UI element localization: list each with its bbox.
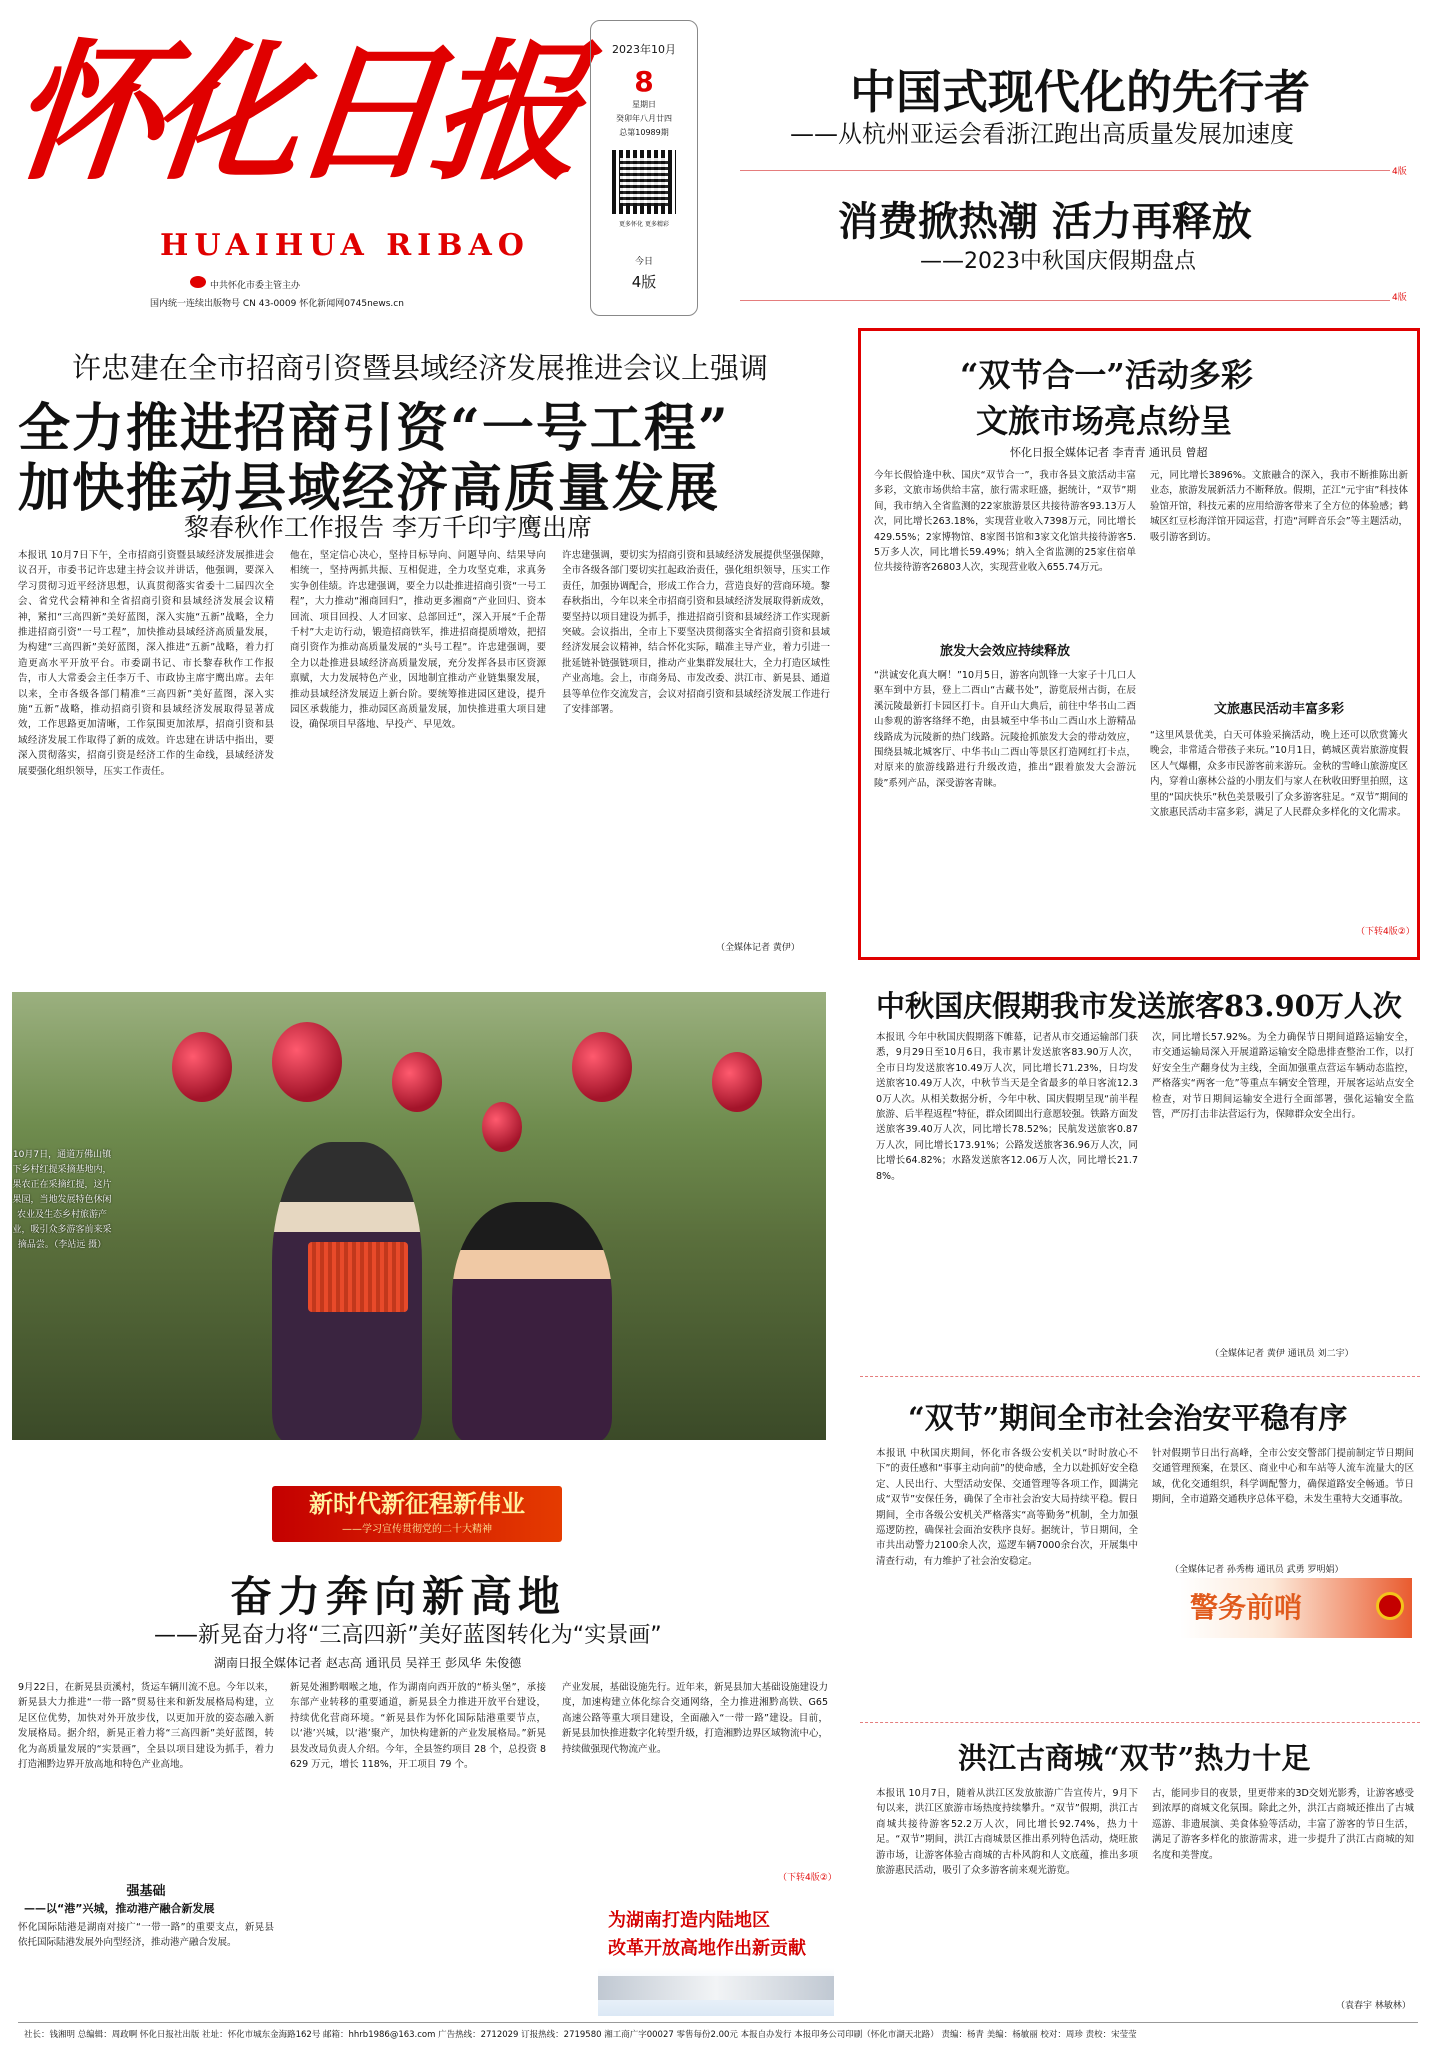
festival-section-2: 文旅惠民活动丰富多彩: [1213, 702, 1344, 717]
advert-line-1: 为湖南打造内陆地区: [608, 1910, 770, 1931]
grape-cluster: [392, 1052, 442, 1112]
top-story-1-title[interactable]: 中国式现代化的先行者: [850, 65, 1310, 119]
newspaper-pinyin: HUAIHUA RIBAO: [160, 228, 530, 263]
hongjiang-column-1: 本报讯 10月7日，随着从洪江区发放旅游广告宣传片，9月下旬以来，洪江区旅游市场热度持续攀升。“双节”假期，洪江古商城共接待游客52.2万人次，同比增长92.74%，热力十足。“双节”期间，洪江古商城景区推出系列特色活动，烧旺旅游市场，让游客体验古商城的古朴风韵和人文底蕴，推出多项旅游惠民活动，吸引了众多游客前来观光游览。: [876, 1788, 1138, 1877]
grape-cluster: [712, 1052, 762, 1112]
slogan-advert: [598, 1896, 834, 2016]
footer-divider: [18, 2022, 1418, 2023]
top-story-1-pageref[interactable]: 4版: [1392, 167, 1407, 177]
grape-cluster: [172, 1032, 232, 1102]
police-column-logo: [1180, 1578, 1412, 1638]
high-speed-train-image: [598, 1976, 834, 2000]
banner-subtitle: ——学习宣传贯彻党的二十大精神: [342, 1524, 492, 1535]
lead-title-1[interactable]: 全力推进招商引资“一号工程”: [18, 398, 730, 459]
festival-byline: 怀化日报全媒体记者 李青青 通讯员 曾超: [1010, 446, 1208, 459]
festival-column-2b: “这里风景优美，白天可体验采摘活动，晚上还可以欣赏篝火晚会，非常适合带孩子来玩。”10月1日，鹤城区黄岩旅游度假区人气爆棚，众多市民游客前来游玩。金秋的雪峰山旅游度区内，穿着山寨林公益的小朋友们与家人在秋收田野里拍照，这里的“国庆快乐”秋色美景吸引了众多游客驻足。“双节”期间的文旅惠民活动丰富多彩，满足了人民群众多样化的文化需求。: [1150, 730, 1408, 819]
date-year-month: 2023年10月: [612, 43, 676, 56]
lead-column-3: 许忠建强调，要切实为招商引资和县域经济发展提供坚强保障，全市各级各部门要切实扛起政治责任，强化组织领导，压实工作责任，加强协调配合，形成工作合力，营造良好的营商环境。黎春秋指出，今年以来全市招商引资和县域经济发展取得新成效，要坚持以项目建设为抓手，推进招商引资和县域经济工作实现新突破。会议指出，全市上下要坚决贯彻落实全省招商引资和县域经济发展会议精神，结合怀化实际，瞄准主导产业，着力引进一批延链补链强链项目，推动产业集群发展壮大，全力打造区域性产业高地。会上，市商务局、市发改委、洪江市、新晃县、通道县等单位作交流发言，会议对招商引资和县域经济发展工作进行了安排部署。: [562, 550, 830, 716]
divider: [740, 300, 1390, 301]
new-era-banner: [272, 1486, 562, 1542]
newspaper-logo: 怀化日报: [2, 25, 582, 201]
grape-cluster: [272, 1022, 342, 1102]
travel-author: （全媒体记者 黄伊 通讯员 刘二宇）: [1210, 1349, 1354, 1359]
lead-title-2[interactable]: 加快推动县域经济高质量发展: [18, 458, 721, 519]
date-box: [590, 20, 698, 316]
publication-info: 国内统一连续出版物号 CN 43-0009 怀化新闻网0745news.cn: [150, 299, 404, 309]
top-story-2-title[interactable]: 消费掀热潮 活力再释放: [838, 198, 1252, 245]
lunar-date: 癸卯年八月廿四: [616, 114, 672, 123]
top-story-2-pageref[interactable]: 4版: [1392, 293, 1407, 303]
festival-section-1: 旅发大会效应持续释放: [939, 644, 1070, 659]
top-story-1-subtitle: ——从杭州亚运会看浙江跑出高质量发展加速度: [790, 120, 1294, 148]
issue-number: 总第10989期: [619, 128, 669, 137]
banner-title: 新时代新征程新伟业: [309, 1489, 525, 1518]
police-badge-icon: [1376, 1592, 1404, 1620]
divider: [860, 1376, 1420, 1377]
police-column-title: 警务前哨: [1190, 1591, 1303, 1624]
newera-column-3: 产业发展，基础设施先行。近年来，新晃县加大基础设施建设力度，加速构建立体化综合交通网络，全力推进湘黔高铁、G65 高速公路等重大项目建设，全面融入“一带一路”建设。目前，新晃县加快推进数字化转型升级，打造湘黔边界区域物流中心，持续做强现代物流产业。: [562, 1682, 828, 1755]
newera-column-2: 新晃处湘黔咽喉之地，作为湖南向西开放的“桥头堡”，承接东部产业转移的重要通道，新晃县全力推进开放平台建设，持续优化营商环境。“新晃县作为怀化国际陆港重要节点，以‘港’兴城，以‘港’聚产，加快构建新的产业发展格局。”新晃县发改局负责人介绍。今年，全县签约项目 28 个，总投资 8629 万元，增长 118%，开工项目 79 个。: [290, 1682, 546, 1771]
footer-info: 社长：钱湘明 总编辑：周政啊 怀化日报社出版 社址：怀化市城东金海路162号 邮箱：hhrb1986@163.com 广告热线：2712029 订报热线：2719580 湘工商广字00027 零售每份2.00元 本报自办发行 本报印务公司印刷（怀化市湖天北路） 责编：杨青 美编：杨敏丽 校对：周珍 责校：宋莹莹: [24, 2030, 1137, 2040]
festival-column-1: 今年长假恰逢中秋、国庆“双节合一”，我市各县文旅活动丰富多彩，文旅市场供给丰富，旅行需求旺盛，据统计，“双节”期间，我市纳入全省监测的22家旅游景区共接待游客93.13万人次，同比增长263.18%，实现营业收入7398万元，同比增长429.55%；2家博物馆、8家图书馆和3家文化馆共接待游客5.5万多人次，同比增长59.49%；纳入全省监测的25家住宿单位共接待游客26803人次，实现营业收入655.74万元。: [874, 470, 1136, 574]
festival-title-2[interactable]: 文旅市场亮点纷呈: [976, 402, 1233, 440]
qr-caption: 更多怀化 更多精彩: [619, 221, 669, 228]
newera-section-subtitle: ——以“港”兴城，推动港产融合新发展: [24, 1902, 215, 1915]
newera-subtitle: ——新晃奋力将“三高四新”美好蓝图转化为“实景画”: [154, 1623, 662, 1648]
advert-line-2: 改革开放高地作出新贡献: [608, 1938, 806, 1959]
farmer-woman: [452, 1202, 612, 1440]
newera-continued[interactable]: （下转4版②）: [778, 1873, 837, 1883]
grape-harvest-photo: [12, 992, 826, 1440]
grape-basket: [308, 1242, 408, 1312]
festival-column-2: 元，同比增长3896%。文旅融合的深入，我市不断推陈出新业态，旅游发展新活力不断释放。假期，芷江“元宇宙”科技体验馆开馆，科技元素的应用给游客带来了全方位的体验感；鹤城区红豆杉海洋馆开园运营，打造“河畔音乐会”等主题活动，吸引游客到访。: [1150, 470, 1408, 543]
newera-column-1b: 怀化国际陆港是湖南对接广“一带一路”的重要支点，新晃县依托国际陆港发展外向型经济，推动港产融合发展。: [18, 1922, 274, 1949]
festival-title-1[interactable]: “双节合一”活动多彩: [960, 356, 1253, 394]
lead-byline: 黎春秋作工作报告 李万千印宇鹰出席: [184, 513, 592, 542]
divider: [860, 1722, 1420, 1723]
lead-kicker: 许忠建在全市招商引资暨县域经济发展推进会议上强调: [72, 351, 769, 385]
newera-title[interactable]: 奋力奔向新高地: [230, 1572, 567, 1621]
festival-column-1b: “洪诚安化真大啊！”10月5日，游客向凯锋一大家子十几口人驱车到中方县，登上二酉山“古藏书处”，游览辰州古街，在辰溪沅陵最新打卡园区打卡。自开山大典后，前往中华书山二酉山参观的游客络绎不绝，由县城至中华书山二酉山水上游精品线路成为沅陵新的热门线路。沅陵抢抓旅发大会的带动效应，围绕县城北城客厅、中华书山二酉山等景区打造网红打卡点，对原来的旅游线路进行升级改造，推出“跟着旅发大会游沅陵”系列产品，深受游客青睐。: [874, 670, 1136, 789]
page-count: 4版: [631, 273, 657, 291]
travel-column-2: 次，同比增长57.92%。为全力确保节日期间道路运输安全，市交通运输局深入开展道路运输安全隐患排查整治工作，以打好安全生产翻身仗为主线，全面加强重点营运车辆动态监控，严格落实“两客一危”等重点车辆安全管理，开展客运站点安全检查，对节日期间运输安全进行全面部署，强化运输安全监管，严厉打击非法营运行为，保障群众安全出行。: [1152, 1032, 1414, 1121]
grape-cluster: [482, 1102, 522, 1152]
sponsor-text: 中共怀化市委主管主办: [210, 281, 301, 291]
security-column-2: 针对假期节日出行高峰，全市公安交警部门提前制定节日期间交通管理预案，在景区、商业中心和车站等人流车流量大的区域，优化交通组织，科学调配警力，确保道路安全畅通。节日期间，全市道路交通秩序总体平稳，未发生重特大交通事故。: [1152, 1448, 1414, 1506]
hongjiang-column-2: 古，能同步目的夜景，里更带来的3D交划光影秀，让游客感受到浓厚的商城文化氛围。除此之外，洪江古商城还推出了古城巡游、非遗展演、美食体验等活动，丰富了游客的节日生活，满足了游客多样化的旅游需求，进一步提升了洪江古商城的知名度和美誉度。: [1152, 1788, 1414, 1861]
divider: [740, 170, 1390, 171]
lead-author: （全媒体记者 黄伊）: [716, 943, 800, 953]
hongjiang-author: （袁春宇 林敏林）: [1336, 2001, 1411, 2011]
hongjiang-title[interactable]: 洪江古商城“双节”热力十足: [958, 1741, 1311, 1775]
security-title[interactable]: “双节”期间全市社会治安平稳有序: [908, 1401, 1348, 1435]
grape-cluster: [572, 1032, 632, 1102]
masthead: [0, 0, 1430, 320]
photo-caption: 10月7日，通道万佛山镇下乡村红提采摘基地内，果农正在采摘红提，这片果园，当地发展特色休闲农业及生态乡村旅游产业，吸引众多游客前来采摘品尝。（李站远 摄）: [12, 1150, 112, 1250]
date-day: 8: [634, 65, 654, 98]
travel-column-1: 本报讯 今年中秋国庆假期落下帷幕，记者从市交通运输部门获悉，9月29日至10月6日，我市累计发送旅客83.90万人次，全市日均发送旅客10.49万人次，同比增长71.23%，日均发送旅客10.49万人次，中秋节当天是全省最多的单日客流12.30万人次。从相关数据分析，今年中秋、国庆假期呈现“前半程旅游、后半程返程”特征，群众团圆出行意愿较强。铁路方面发送旅客39.40万人次，同比增长78.52%；民航发送旅客0.87万人次，同比增长173.91%；公路发送旅客36.96万人次，同比增长64.82%；水路发送旅客12.06万人次，同比增长21.78%。: [876, 1032, 1138, 1182]
security-column-1: 本报讯 中秋国庆期间，怀化市各级公安机关以“时时放心不下”的责任感和“事事主动向前”的使命感，全力以赴抓好安全稳定、人民出行、大型活动安保、交通管理等各项工作，圆满完成“双节”安保任务，确保了全市社会治安大局持续平稳。假日期间，全市各级公安机关严格落实“高等勤务”机制，全力加强巡逻防控，确保社会面治安秩序良好。据统计，节日期间，全市共出动警力2100余人次，巡逻车辆7000余台次，开展集中清查行动，有力维护了社会治安稳定。: [876, 1448, 1138, 1567]
qr-code-icon[interactable]: [612, 150, 676, 214]
security-author: （全媒体记者 孙秀梅 通讯员 武勇 罗明娟）: [1170, 1565, 1344, 1575]
weekday: 星期日: [632, 100, 656, 109]
newera-byline: 湖南日报全媒体记者 赵志高 通讯员 吴祥王 彭凤华 朱俊德: [214, 1656, 522, 1670]
newera-column-1: 9月22日，在新晃县贡溪村，货运车辆川流不息。今年以来，新晃县大力推进“一带一路”贸易往来和新发展格局构建，立足区位优势，加快对外开放步伐，以更加开放的姿态融入新发展格局。据介绍，新晃正着力将“三高四新”美好蓝图，转化为高质量发展的“实景画”，全县以项目建设为抓手，着力打造湘黔边界开放高地和特色产业高地。: [18, 1682, 274, 1771]
today-label: 今日: [634, 257, 653, 267]
sponsor-logo-icon: [190, 276, 206, 288]
travel-title[interactable]: 中秋国庆假期我市发送旅客83.90万人次: [876, 989, 1402, 1023]
lead-column-2: 他在，坚定信心决心，坚持目标导向、问题导向、结果导向相统一，坚持两抓共振、互相促进，全力攻坚克难，求真务实争创佳绩。许忠建强调，要全力以赴推进招商引资“一号工程”，大力推动“湘商回归”，推动更多湘商“产业回归、资本回流、项目回投、人才回家、总部回迁”，深入开展“千企帮千村”大走访行动，锻造招商铁军，推进招商提质增效，把招商引资作为推动高质量发展的“头号工程”。许忠建强调，要全力以赴推进县域经济高质量发展，充分发挥各县市区资源禀赋，大力发展特色产业，因地制宜推动产业链集聚发展，推动县域经济发展迈上新台阶。要统筹推进园区建设，提升园区承载能力，推动园区高质量发展，加快推进重大项目建设，确保项目早落地、早投产、早见效。: [290, 550, 546, 731]
top-story-2-subtitle: ——2023中秋国庆假期盘点: [920, 249, 1196, 274]
festival-continued[interactable]: （下转4版②）: [1356, 927, 1415, 937]
newera-section: 强基础: [126, 1884, 166, 1899]
lead-column-1: 本报讯 10月7日下午，全市招商引资暨县域经济发展推进会议召开，市委书记许忠建主持会议并讲话，他强调，要深入学习贯彻习近平经济思想，认真贯彻落实省委十二届四次全会、省党代会精神和全省招商引资和县域经济发展会议精神，紧扣“三高四新”美好蓝图，深入实施“五新”战略，全力推进招商引资“一号工程”，加快推动县域经济高质量发展，为构建“三高四新”美好蓝图，深入推进“五新”战略，着力打造更高水平开放平台。市委副书记、市长黎春秋作工作报告，市人大常委会主任李万千、市政协主席宇鹰出席。去年以来，全市各级各部门精准“三高四新”美好蓝图，深入实施“五新”战略，推动招商引资和县域经济发展取得显著成效，工作思路更加清晰，工作氛围更加浓厚，招商引资和县域经济发展工作取得了新的成效。许忠建在讲话中指出，要深入贯彻落实，招商引资是经济工作的生命线，县域经济发展要强化组织领导，压实工作责任。: [18, 550, 274, 777]
